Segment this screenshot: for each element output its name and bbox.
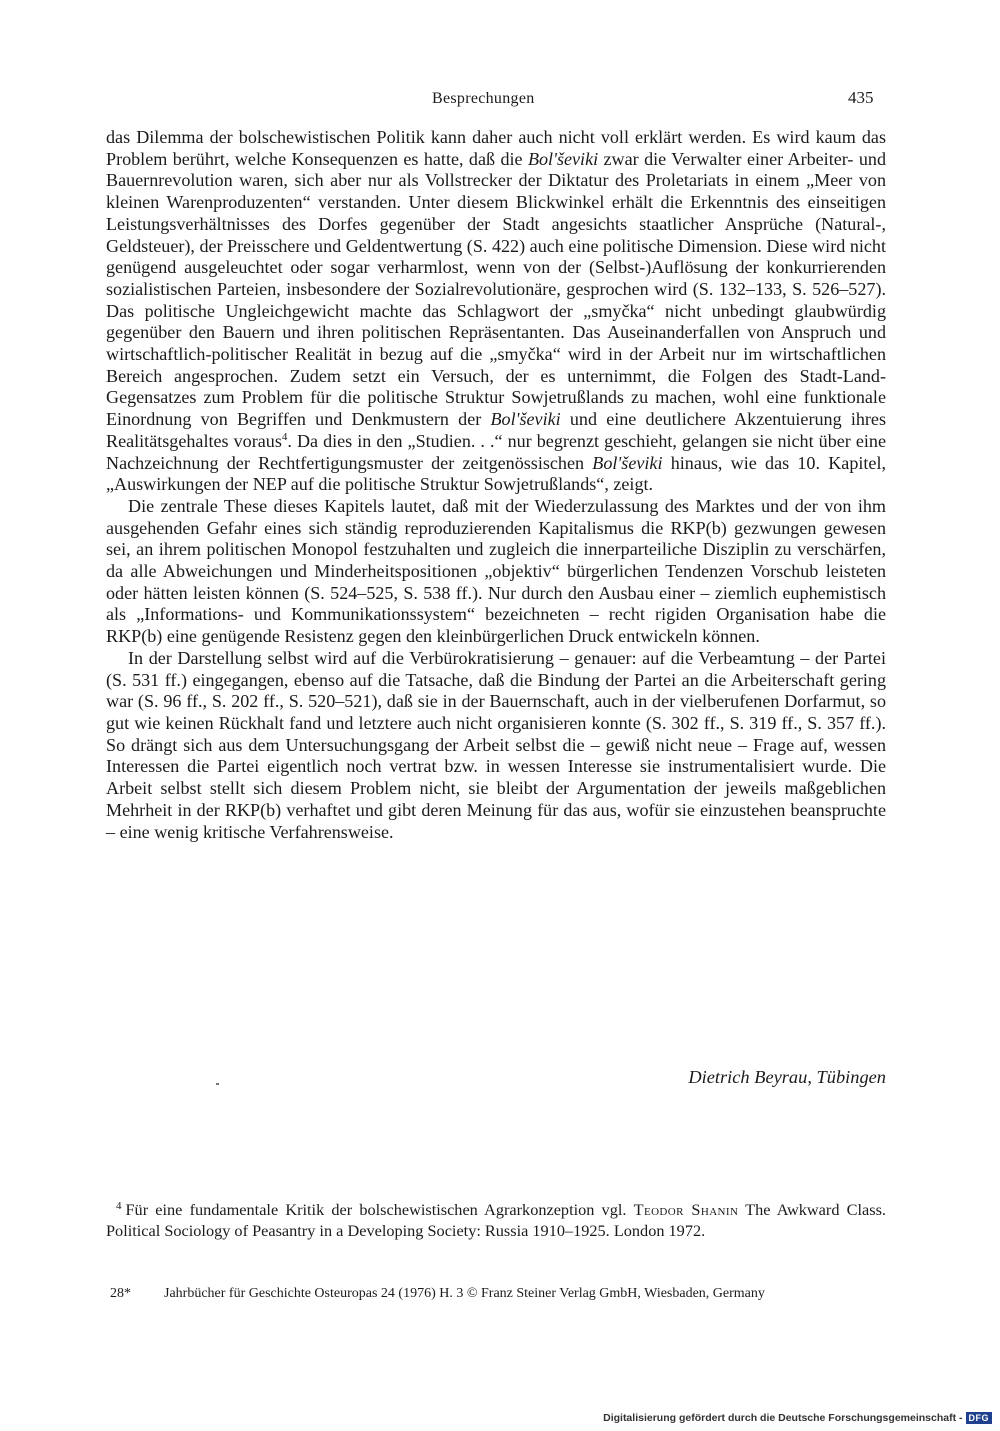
text-run: . Da dies in den „Studien. . .“ nur begrenzt geschieht, gelangen sie nicht über eine Nachzeichnung der Rechtfertigungsmuster der zeitgenössischen xyxy=(106,430,886,473)
review-body-text xyxy=(106,127,886,843)
scan-artifact-mark xyxy=(216,1083,219,1085)
paragraph-1 xyxy=(106,127,886,496)
page-number: 435 xyxy=(848,88,874,107)
italic-term: Bol'ševiki xyxy=(527,148,599,169)
printer-signature-mark: 28* xyxy=(110,1286,131,1301)
footnote-number: 4 xyxy=(116,1199,122,1212)
text-run: In der Darstellung selbst wird auf die Verbürokratisierung – genauer: auf die Verbeamtung – der Partei (S. 531 ff.) eingegangen, ebenso auf die Tatsache, daß die Bindung der Partei an die Arbeiterschaft gering war (S. 96 ff., S. 202 ff., S. 520–521), daß sie in der Bauernschaft, auch in der vielberufenen Dorfarmut, so gut wie keinen Rückhalt fand und letztere auch nicht organisieren konnte (S. 302 ff., S. 319 ff., S. 357 ff.). So drängt sich aus dem Untersuchungsgang der Arbeit selbst die – gewiß nicht neue – Frage auf, wessen Interessen die Partei eigentlich noch vertrat bzw. in wessen Interesse sie instrumentalisiert wurde. Die Arbeit selbst stellt sich diesem Problem nicht, sie bleibt der Argumentation der jeweils maßgeblichen Mehrheit in der RKP(b) verhaftet und gibt deren Meinung für das aus, wofür sie einzustehen beanspruchte – eine wenig kritische Verfahrensweise. xyxy=(106,647,886,842)
digitization-credit-text: Digitalisierung gefördert durch die Deutsche Forschungsgemeinschaft - xyxy=(603,1412,963,1424)
journal-citation-line xyxy=(110,1286,765,1302)
text-run: hinaus, wie das 10. Kapitel, „Auswirkungen der NEP auf die politische Struktur Sowjetrußlands“, zeigt. xyxy=(106,452,886,495)
footnote-text-before: Für eine fundamentale Kritik der bolschewistischen Agrarkonzeption vgl. xyxy=(125,1200,634,1219)
paragraph-2 xyxy=(106,496,886,648)
journal-citation: Jahrbücher für Geschichte Osteuropas 24 (1976) H. 3 © Franz Steiner Verlag GmbH, Wiesbaden, Germany xyxy=(164,1286,765,1301)
digitization-credit xyxy=(603,1412,992,1424)
text-run: und eine deutlichere Akzentuierung ihres Realitätsgehaltes voraus xyxy=(106,409,886,451)
text-run: Die zentrale These dieses Kapitels lautet, daß mit der Wiederzulassung des Marktes und der von ihm ausgehenden Gefahr eines sich ständig reproduzierenden Kapitalismus die RKP(b) gezwungen gewesen sei, an ihrem politischen Monopol festzuhalten und zugleich die innerparteiliche Disziplin zu verschärfen, da alle Abweichungen und Minderheitspositionen „objektiv“ bürgerlichen Tendenzen Vorschub leisteten oder hätten leisten können (S. 524–525, S. 538 ff.). Nur durch den Ausbau einer – ziemlich euphemistisch als „Informations- und Kommunikationssystem“ bezeichneten – recht rigiden Organisation habe die RKP(b) eine genügende Resistenz gegen den kleinbürgerlichen Druck entwickeln können. xyxy=(106,495,886,647)
dfg-logo: DFG xyxy=(966,1412,993,1424)
footnote-reference: 4 xyxy=(281,430,288,443)
footnote-author: Teodor Shanin xyxy=(633,1200,739,1219)
italic-term: Bol'ševiki xyxy=(490,409,561,430)
italic-term: Bol'ševiki xyxy=(592,452,663,473)
review-author-signature: Dietrich Beyrau, Tübingen xyxy=(688,1067,886,1087)
paragraph-3 xyxy=(106,648,886,843)
page-header xyxy=(0,90,1000,114)
text-run: das Dilemma der bolschewistischen Politik kann daher auch nicht voll erklärt werden. Es wird kaum das Problem berührt, welche Konsequenzen es hatte, daß die xyxy=(106,127,886,169)
footnote-4 xyxy=(106,1200,886,1241)
footnote-text-after: The Awkward Class. Political Sociology of Peasantry in a Developing Society: Russia 1910–1925. London 1972. xyxy=(106,1200,886,1240)
text-run: zwar die Verwalter einer Arbeiter- und Bauernrevolution waren, sich aber nur als Vollstrecker der Diktatur des Proletariats in einem „Meer von kleinen Warenproduzenten“ verstanden. Unter diesem Blickwinkel erhält die Erkenntnis des einseitigen Leistungsverhältnisses des Dorfes gegenüber der Stadt angesichts staatlicher Ansprüche (Natural-, Geldsteuer), der Preisschere und Geldentwertung (S. 422) auch eine politische Dimension. Diese wird nicht genügend ausgeleuchtet oder sogar verharmlost, wenn von der (Selbst-)Auflösung der konkurrierenden sozialistischen Parteien, insbesondere der Sozialrevolutionäre, gesprochen wird (S. 132–133, S. 526–527). Das politische Ungleichgewicht machte das Schlagwort der „smyčka“ nicht unbedingt glaubwürdig gegenüber den Bauern und ihren politischen Repräsentanten. Das Auseinanderfallen von Anspruch und wirtschaftlich-politischer Realität in bezug auf die „smyčka“ wird in der Arbeit nur im wirtschaftlichen Bereich angesprochen. Zudem setzt ein Versuch, der es unternimmt, die Folgen des Stadt-Land-Gegensatzes zum Problem für die politische Struktur Sowjetrußlands zu machen, wohl eine funktionale Einordnung von Begriffen und Denkmustern der xyxy=(106,148,886,430)
running-head: Besprechungen xyxy=(432,90,535,107)
